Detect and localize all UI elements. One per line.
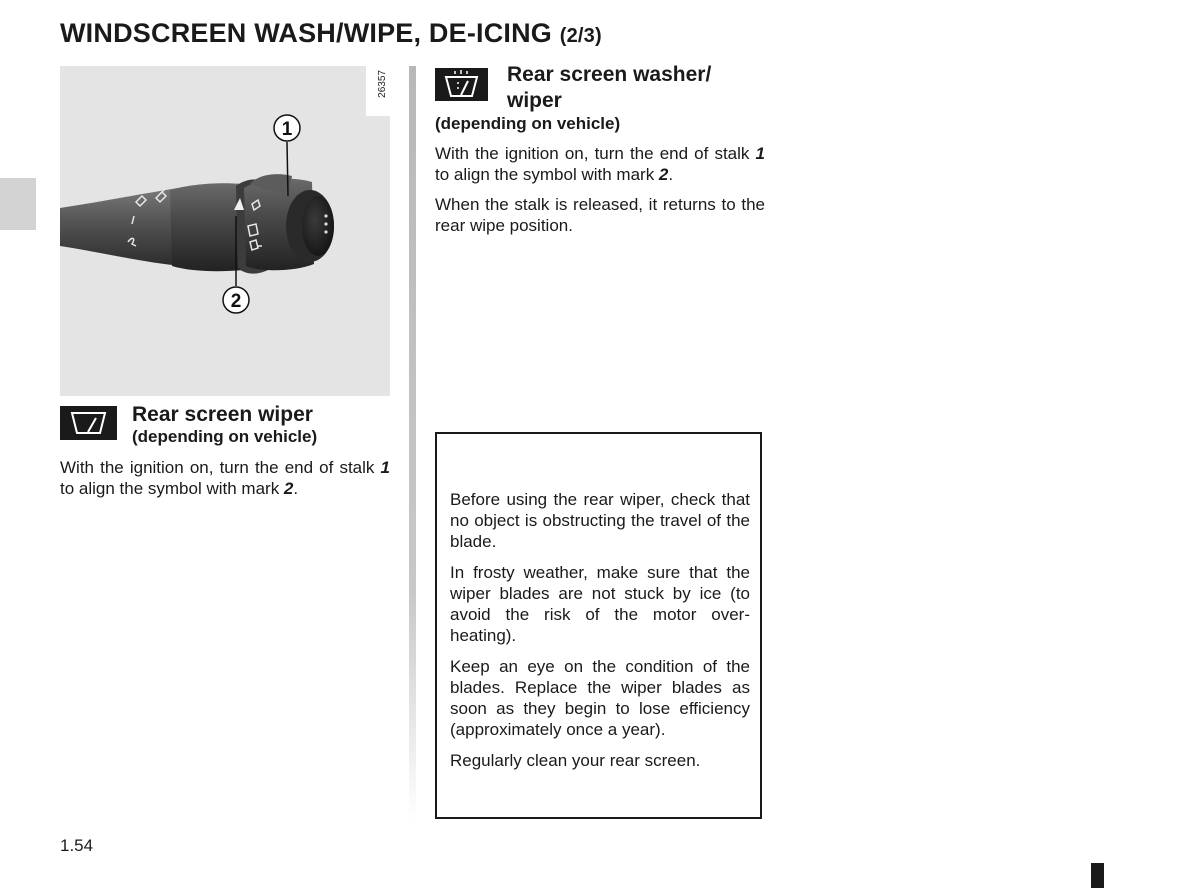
- page-title: [60, 18, 602, 49]
- page-title-text: WINDSCREEN WASH/WIPE, DE-ICING: [60, 18, 553, 48]
- wiper-stalk-drawing: [60, 66, 390, 396]
- corner-mark: [1091, 863, 1104, 888]
- warning-paragraph-1: Before using the rear wiper, check that no object is obstructing the travel of the blade.: [450, 490, 750, 551]
- warning-paragraph-2: In frosty weather, make sure that the wiper blades are not stuck by ice (to avoid the risk of the motor over-heating).: [450, 563, 750, 645]
- rear-washer-subtitle: (depending on vehicle): [435, 114, 621, 133]
- warning-paragraph-3: Keep an eye on the condition of the blades. Replace the wiper blades as soon as they begin to lose efficiency (approximately once a year).: [450, 657, 750, 739]
- section-tab: [0, 178, 36, 230]
- figure-ref-number: 26357: [377, 70, 388, 98]
- stalk-collar: [170, 183, 244, 271]
- rear-washer-title-line1: Rear screen washer/: [507, 63, 712, 86]
- page-number: 1.54: [60, 836, 94, 855]
- rear-washer-paragraph-1: With the ignition on, turn the end of stalk 1 to align the symbol with mark 2.: [435, 144, 765, 184]
- rear-washer-wiper-icon: [435, 68, 488, 101]
- stalk-shaft: [60, 188, 182, 266]
- column-divider: [409, 66, 416, 820]
- rear-wiper-icon: [60, 406, 117, 440]
- rear-wiper-paragraph: With the ignition on, turn the end of stalk 1 to align the symbol with mark 2.: [60, 458, 390, 498]
- rear-washer-title-line2: wiper: [507, 89, 562, 112]
- rear-washer-paragraph-2: When the stalk is released, it returns to the rear wipe position.: [435, 195, 765, 235]
- stalk-end-cap: [302, 196, 334, 256]
- wiper-stalk-illustration: [60, 66, 390, 396]
- callout-1-label: 1: [281, 119, 293, 140]
- figure-ref-box: [366, 66, 390, 116]
- page-title-part: (2/3): [559, 25, 602, 47]
- callout-2-label: 2: [230, 291, 242, 312]
- rear-wiper-title: Rear screen wiper: [132, 403, 313, 426]
- warning-paragraph-4: Regularly clean your rear screen.: [450, 751, 701, 770]
- warning-box: [435, 432, 762, 819]
- rear-wiper-subtitle: (depending on vehicle): [132, 427, 318, 446]
